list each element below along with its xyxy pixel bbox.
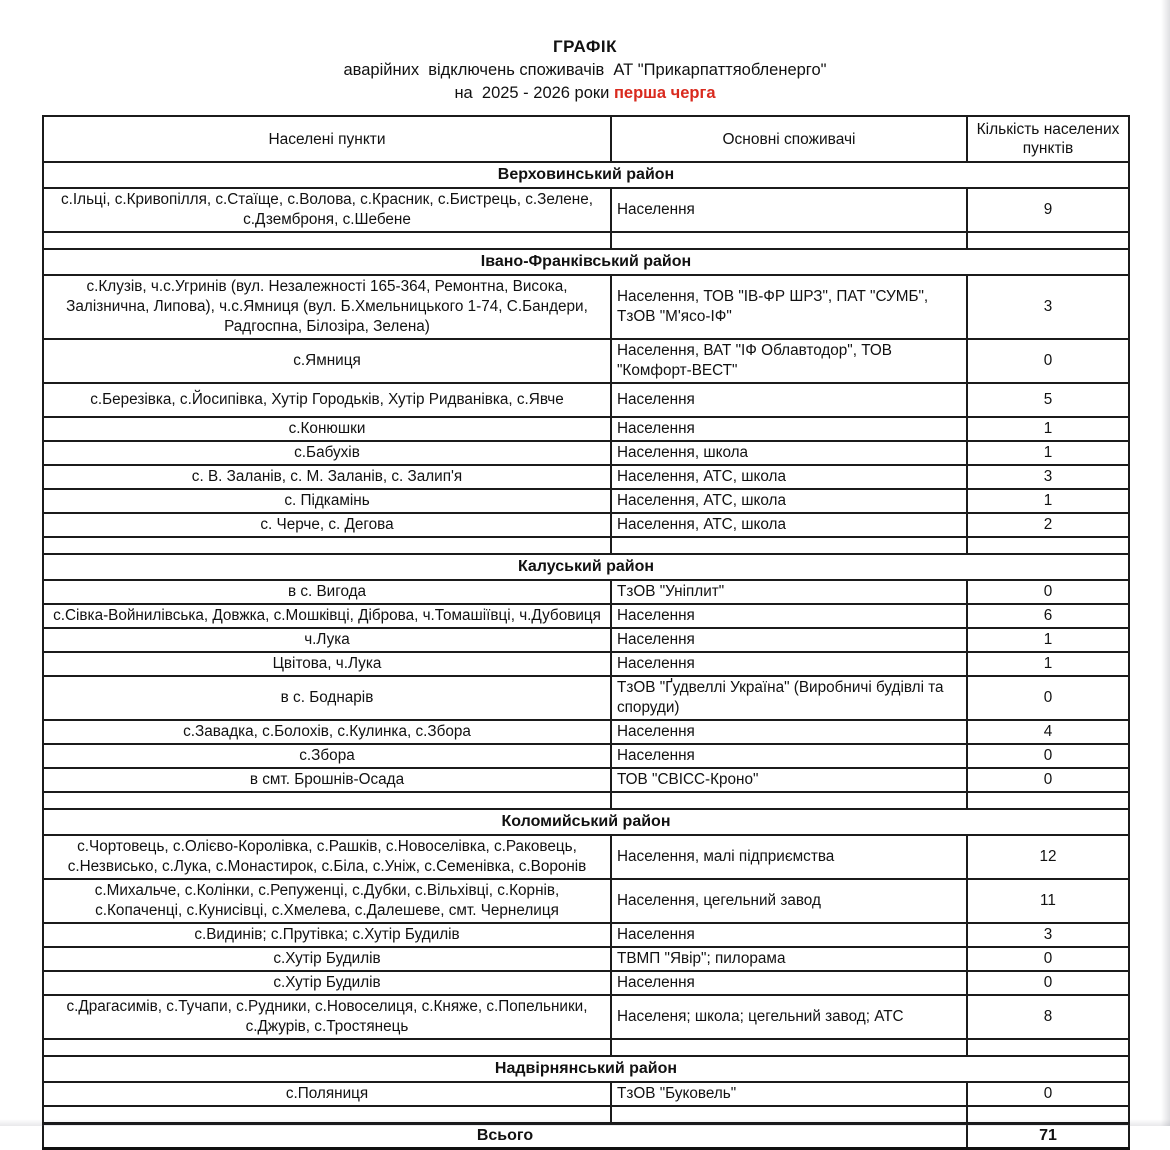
consumers-cell: Населення, АТС, школа [611, 489, 967, 513]
empty-settlements-cell [43, 792, 611, 809]
settlements-cell: с.Завадка, с.Болохів, с.Кулинка, с.Збора [43, 720, 611, 744]
table-row [43, 188, 1129, 232]
count-cell: 0 [967, 971, 1129, 995]
settlements-cell: с.Драгасимів, с.Тучапи, с.Рудники, с.Новоселиця, с.Княже, с.Попельники, с.Джурів, с.Тростянець [43, 995, 611, 1039]
consumers-cell: Населення [611, 383, 967, 417]
empty-settlements-cell [43, 1106, 611, 1124]
table-row [43, 995, 1129, 1039]
section-label: Коломийський район [43, 809, 1129, 835]
empty-row [43, 792, 1129, 809]
doc-period-line [0, 82, 1170, 104]
table-row [43, 513, 1129, 537]
table-row [43, 720, 1129, 744]
consumers-cell: Населення, АТС, школа [611, 513, 967, 537]
settlements-cell: с.Сівка-Войнилівська, Довжка, с.Мошківці, Діброва, ч.Томашіївці, ч.Дубовиця [43, 604, 611, 628]
settlements-cell: в с. Боднарів [43, 676, 611, 720]
section-row [43, 809, 1129, 835]
count-cell: 1 [967, 441, 1129, 465]
count-cell: 0 [967, 580, 1129, 604]
table-row [43, 835, 1129, 879]
empty-count-cell [967, 1039, 1129, 1056]
consumers-cell: ТОВ "СВІСС-Кроно" [611, 768, 967, 792]
section-label: Верховинський район [43, 162, 1129, 188]
settlements-cell: с.Михальче, с.Колінки, с.Репуженці, с.Дубки, с.Вільхівці, с.Корнів, с.Копаченці, с.Кунисівці, с.Хмелева, с.Далешеве, смт. Чернелиця [43, 879, 611, 923]
settlements-cell: с.Поляниця [43, 1082, 611, 1106]
consumers-cell: Населення [611, 720, 967, 744]
table-row [43, 1082, 1129, 1106]
count-cell: 9 [967, 188, 1129, 232]
consumers-cell: ТзОВ "Уніплит" [611, 580, 967, 604]
empty-consumers-cell [611, 232, 967, 249]
consumers-cell: Населення [611, 628, 967, 652]
column-header-consumers: Основні споживачі [611, 116, 967, 162]
count-cell: 1 [967, 489, 1129, 513]
settlements-cell: с. В. Заланів, с. М. Заланів, с. Залип'я [43, 465, 611, 489]
count-cell: 12 [967, 835, 1129, 879]
section-row [43, 554, 1129, 580]
table-row [43, 489, 1129, 513]
consumers-cell: Населення, малі підприємства [611, 835, 967, 879]
empty-row [43, 232, 1129, 249]
header-row [43, 116, 1129, 162]
settlements-cell: с.Збора [43, 744, 611, 768]
count-cell: 11 [967, 879, 1129, 923]
count-cell: 3 [967, 923, 1129, 947]
settlements-cell: с.Ільці, с.Кривопілля, с.Стаїще, с.Волова, с.Красник, с.Бистрець, с.Зелене, с.Дземброня, с.Шебене [43, 188, 611, 232]
settlements-cell: с.Березівка, с.Йосипівка, Хутір Городьків, Хутір Ридванівка, с.Явче [43, 383, 611, 417]
schedule-table-body [43, 162, 1129, 1149]
section-row [43, 249, 1129, 275]
count-cell: 2 [967, 513, 1129, 537]
section-label: Івано-Франківський район [43, 249, 1129, 275]
table-row [43, 744, 1129, 768]
consumers-cell: ТВМП "Явір"; пилорама [611, 947, 967, 971]
table-row [43, 580, 1129, 604]
consumers-cell: Населення [611, 744, 967, 768]
priority-highlight: перша черга [613, 84, 716, 102]
settlements-cell: с.Чортовець, с.Олієво-Королівка, с.Рашків, с.Новоселівка, с.Раковець, с.Незвисько, с.Лука, с.Монастирок, с.Біла, с.Уніж, с.Семенівка, с.Воронів [43, 835, 611, 879]
empty-consumers-cell [611, 1039, 967, 1056]
table-row [43, 652, 1129, 676]
table-row [43, 923, 1129, 947]
consumers-cell: Населення [611, 923, 967, 947]
empty-row [43, 537, 1129, 554]
consumers-cell: Населення [611, 604, 967, 628]
count-cell: 0 [967, 676, 1129, 720]
consumers-cell: ТзОВ "Буковель" [611, 1082, 967, 1106]
consumers-cell: Населення, школа [611, 441, 967, 465]
empty-row [43, 1039, 1129, 1056]
table-row [43, 275, 1129, 339]
table-row [43, 604, 1129, 628]
settlements-cell: в с. Вигода [43, 580, 611, 604]
consumers-cell: Населення, ВАТ "ІФ Облавтодор", ТОВ "Комфорт-ВЕСТ" [611, 339, 967, 383]
doc-title: ГРАФІК [553, 37, 617, 56]
consumers-cell: Населеня; школа; цегельний завод; АТС [611, 995, 967, 1039]
count-cell: 6 [967, 604, 1129, 628]
outage-schedule-table [42, 115, 1130, 1150]
empty-settlements-cell [43, 232, 611, 249]
empty-count-cell [967, 537, 1129, 554]
settlements-cell: с.Ямниця [43, 339, 611, 383]
count-cell: 1 [967, 417, 1129, 441]
table-row [43, 628, 1129, 652]
count-cell: 3 [967, 465, 1129, 489]
count-cell: 1 [967, 652, 1129, 676]
count-cell: 4 [967, 720, 1129, 744]
section-row [43, 1056, 1129, 1082]
table-header [43, 116, 1129, 162]
empty-count-cell [967, 1106, 1129, 1124]
table-row [43, 879, 1129, 923]
table-row [43, 383, 1129, 417]
consumers-cell: Населення [611, 652, 967, 676]
column-header-settlements: Населені пункти [43, 116, 611, 162]
count-cell: 1 [967, 628, 1129, 652]
count-cell: 0 [967, 744, 1129, 768]
consumers-cell: Населення [611, 417, 967, 441]
consumers-cell: ТзОВ "Ґудвеллі Україна" (Виробничі будівлі та споруди) [611, 676, 967, 720]
count-cell: 8 [967, 995, 1129, 1039]
section-row [43, 162, 1129, 188]
settlements-cell: ч.Лука [43, 628, 611, 652]
empty-count-cell [967, 232, 1129, 249]
table-row [43, 768, 1129, 792]
settlements-cell: с.Клузів, ч.с.Угринів (вул. Незалежності 165-364, Ремонтна, Висока, Залізнична, Липова), ч.с.Ямниця (вул. Б.Хмельницького 1-74, С.Бандери, Радгоспна, Білозіра, Зелена) [43, 275, 611, 339]
table-row [43, 971, 1129, 995]
total-row [43, 1124, 1129, 1149]
settlements-cell: с.Бабухів [43, 441, 611, 465]
count-cell: 5 [967, 383, 1129, 417]
table-row [43, 417, 1129, 441]
settlements-cell: с.Хутір Будилів [43, 947, 611, 971]
total-count: 71 [967, 1124, 1129, 1149]
consumers-cell: Населення [611, 971, 967, 995]
settlements-cell: с. Підкамінь [43, 489, 611, 513]
empty-count-cell [967, 792, 1129, 809]
consumers-cell: Населення, ТОВ "ІВ-ФР ШРЗ", ПАТ "СУМБ", ТзОВ "М'ясо-ІФ" [611, 275, 967, 339]
document-header [0, 0, 1170, 104]
settlements-cell: Цвітова, ч.Лука [43, 652, 611, 676]
table-row [43, 947, 1129, 971]
doc-subtitle: аварійних відключень споживачів АТ "Прикарпаттяобленерго" [343, 61, 827, 79]
table-row [43, 339, 1129, 383]
empty-settlements-cell [43, 537, 611, 554]
table-row [43, 441, 1129, 465]
count-cell: 0 [967, 768, 1129, 792]
table-row [43, 676, 1129, 720]
consumers-cell: Населення [611, 188, 967, 232]
count-cell: 0 [967, 947, 1129, 971]
doc-period-text: на 2025 - 2026 роки [454, 84, 614, 102]
consumers-cell: Населення, АТС, школа [611, 465, 967, 489]
empty-consumers-cell [611, 537, 967, 554]
section-label: Надвірнянський район [43, 1056, 1129, 1082]
empty-row [43, 1106, 1129, 1124]
settlements-cell: с.Видинів; с.Прутівка; с.Хутір Будилів [43, 923, 611, 947]
table-row [43, 465, 1129, 489]
empty-consumers-cell [611, 792, 967, 809]
count-cell: 3 [967, 275, 1129, 339]
consumers-cell: Населення, цегельний завод [611, 879, 967, 923]
empty-settlements-cell [43, 1039, 611, 1056]
count-cell: 0 [967, 339, 1129, 383]
total-label: Всього [43, 1124, 967, 1149]
settlements-cell: с.Конюшки [43, 417, 611, 441]
settlements-cell: с. Черче, с. Дегова [43, 513, 611, 537]
count-cell: 0 [967, 1082, 1129, 1106]
column-header-count: Кількість населених пунктів [967, 116, 1129, 162]
scan-shadow-right [1161, 0, 1170, 1126]
settlements-cell: с.Хутір Будилів [43, 971, 611, 995]
section-label: Калуський район [43, 554, 1129, 580]
settlements-cell: в смт. Брошнів-Осада [43, 768, 611, 792]
empty-consumers-cell [611, 1106, 967, 1124]
